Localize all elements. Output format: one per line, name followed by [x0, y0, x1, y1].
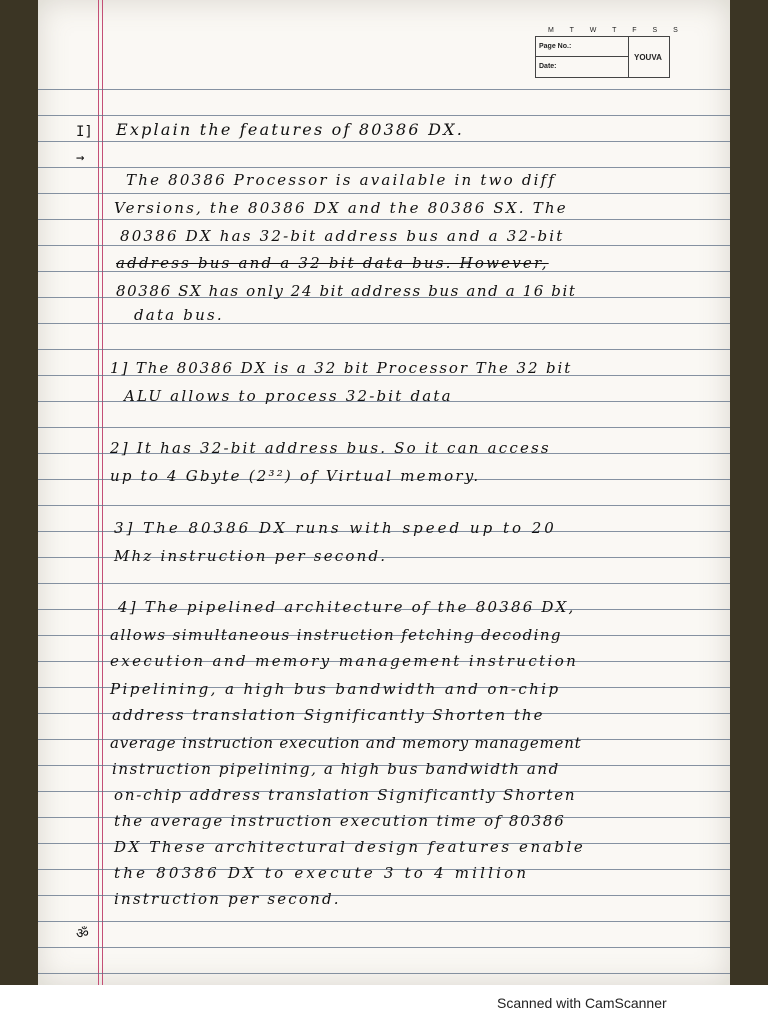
header-divider	[536, 56, 628, 57]
brand-logo: YOUVA	[634, 53, 662, 62]
date-label: Date:	[539, 63, 557, 70]
handwritten-line: 80386 SX has only 24 bit address bus and a 16 bit	[116, 282, 577, 300]
point-4-line: address translation Significantly Shorten the	[112, 706, 545, 724]
handwritten-line: data bus.	[134, 306, 224, 324]
camscanner-watermark: Scanned with CamScanner	[497, 995, 667, 1011]
point-1-line: 1] The 80386 DX is a 32 bit Processor The 32 bit	[110, 359, 573, 377]
point-4-line: instruction pipelining, a high bus bandwidth and	[112, 760, 560, 778]
point-2-line: up to 4 Gbyte (2³²) of Virtual memory.	[110, 467, 481, 485]
scanner-footer	[0, 985, 768, 1024]
point-1-line: ALU allows to process 32-bit data	[124, 387, 453, 405]
point-4-line: the 80386 DX to execute 3 to 4 million	[114, 864, 530, 882]
question-number-mark: I]	[76, 124, 93, 140]
handwritten-line: Versions, the 80386 DX and the 80386 SX. The	[114, 199, 568, 217]
margin-line	[102, 0, 103, 985]
arrow-mark: →	[76, 150, 85, 166]
margin-doodle: ॐ	[76, 926, 89, 942]
handwritten-line: The 80386 Processor is available in two diff	[126, 171, 557, 189]
point-2-line: 2] It has 32-bit address bus. So it can access	[110, 439, 551, 457]
handwritten-line: address bus and a 32 bit data bus. However,	[116, 254, 549, 272]
page-header-box	[535, 36, 670, 78]
point-4-line: on-chip address translation Significantly Shorten	[114, 786, 577, 804]
page-no-label: Page No.:	[539, 43, 572, 50]
point-4-line: 4] The pipelined architecture of the 80386 DX,	[118, 598, 576, 616]
question-heading: Explain the features of 80386 DX.	[116, 120, 465, 139]
point-4-line: instruction per second.	[114, 890, 341, 908]
margin-line	[98, 0, 99, 985]
point-4-line: the average instruction execution time of 80386	[114, 812, 566, 830]
point-4-line: average instruction execution and memory management	[110, 734, 582, 752]
point-4-line: execution and memory management instruction	[110, 652, 579, 670]
point-4-line: Pipelining, a high bus bandwidth and on-chip	[110, 680, 561, 698]
point-3-line: 3] The 80386 DX runs with speed up to 20	[114, 519, 557, 537]
handwritten-line: 80386 DX has 32-bit address bus and a 32-bit	[120, 227, 565, 245]
point-3-line: Mhz instruction per second.	[114, 547, 388, 565]
point-4-line: allows simultaneous instruction fetching decoding	[110, 626, 562, 644]
weekday-strip: M T W T F S S	[548, 27, 685, 34]
header-divider	[628, 37, 629, 77]
point-4-line: DX These architectural design features enable	[114, 838, 586, 856]
notebook-page	[38, 0, 730, 985]
